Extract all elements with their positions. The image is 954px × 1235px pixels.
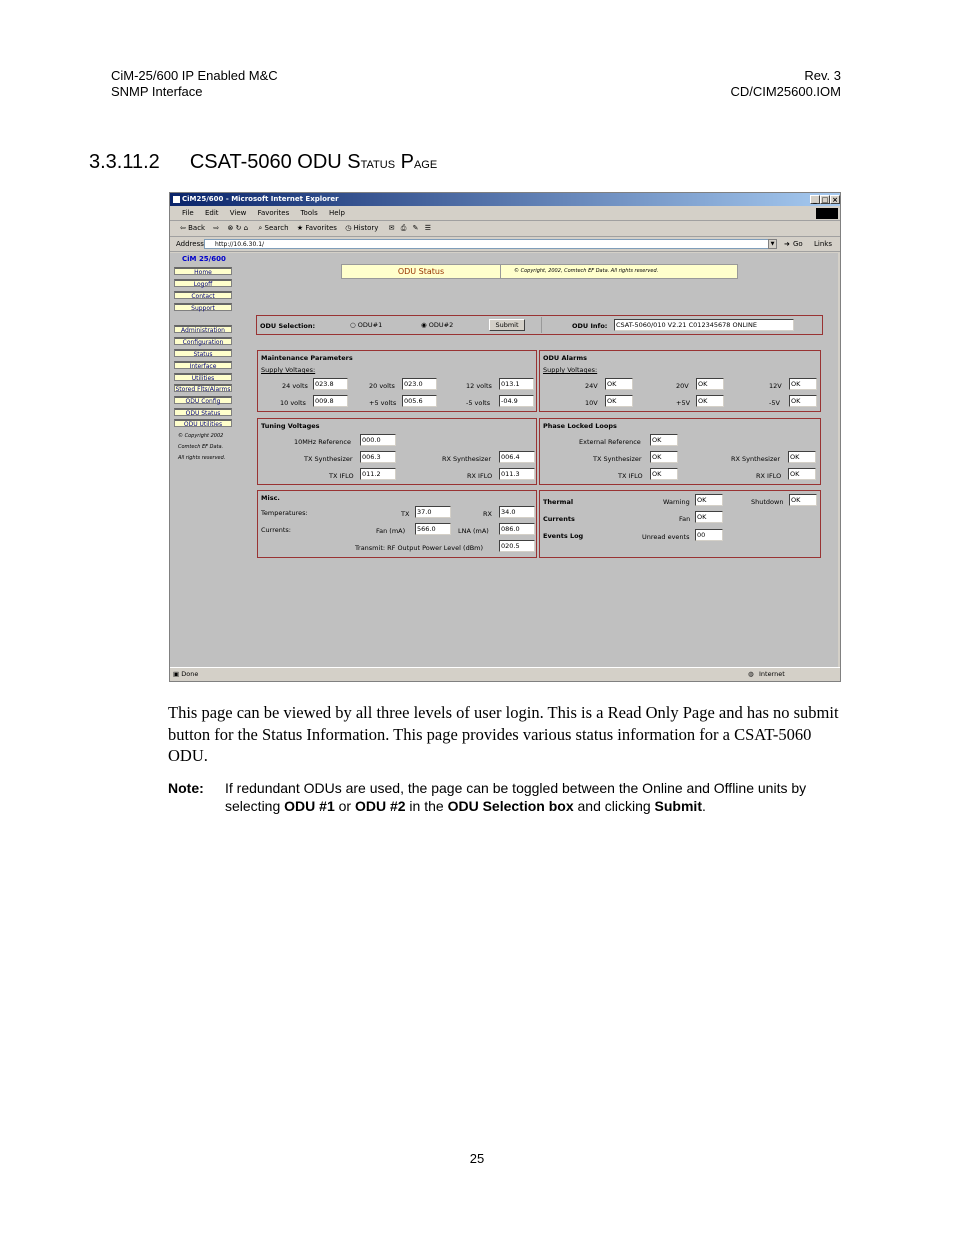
go-button[interactable]: Go: [793, 240, 803, 248]
a20-label: 20V: [676, 382, 689, 390]
misc-lna-field[interactable]: 086.0: [499, 523, 535, 535]
a12-label: 12V: [769, 382, 782, 390]
misc-tx-field[interactable]: 37.0: [415, 506, 451, 518]
pll-tx-label: TX Synthesizer: [593, 455, 642, 463]
thermal-currents-label: Currents: [543, 515, 575, 523]
page-header-strip: [341, 264, 738, 279]
pll-txiflo-label: TX IFLO: [618, 472, 643, 480]
menu-edit[interactable]: Edit: [204, 209, 219, 217]
back-button[interactable]: Back: [188, 224, 206, 232]
shutdown-field[interactable]: OK: [789, 494, 817, 506]
odu-status-screenshot: [169, 192, 841, 682]
tuning-ref-label: 10MHz Reference: [294, 438, 351, 446]
v10-label: 10 volts: [280, 399, 306, 407]
misc-currents-label: Currents:: [261, 526, 291, 534]
v24-field[interactable]: 023.8: [313, 378, 348, 390]
section-title-part1: CSAT-5060 ODU S: [189, 151, 361, 173]
misc-temps-label: Temperatures:: [261, 509, 308, 517]
maintenance-panel: [257, 350, 537, 412]
links-button[interactable]: Links: [814, 240, 832, 248]
maintenance-supply-label: Supply Voltages:: [261, 366, 316, 374]
maintenance-title: Maintenance Parameters: [261, 354, 353, 362]
maximize-icon[interactable]: □: [821, 196, 829, 204]
nav-stored-flts-alarms[interactable]: Stored Flts/Alarms: [175, 386, 231, 393]
odu2-radio[interactable]: [421, 321, 453, 329]
pll-ext-label: External Reference: [579, 438, 641, 446]
vp5-field[interactable]: 005.6: [402, 395, 437, 407]
note-b1: ODU #1: [284, 797, 335, 814]
ap5-field[interactable]: OK: [696, 395, 724, 407]
nav-odu-utilities[interactable]: ODU Utilities: [174, 419, 232, 427]
page-done-icon: ▣: [173, 670, 180, 678]
v20-field[interactable]: 023.0: [402, 378, 437, 390]
note-t3: in the: [405, 797, 448, 814]
note-t4: and clicking: [573, 797, 655, 814]
close-icon[interactable]: ×: [830, 195, 840, 204]
tuning-panel: [257, 418, 537, 485]
odu1-radio[interactable]: [350, 321, 382, 329]
nav-brand: CiM 25/600: [182, 255, 226, 263]
doc-header-right: [730, 68, 841, 100]
favorites-icon[interactable]: ★: [296, 224, 304, 232]
events-log-label: Events Log: [543, 532, 584, 540]
note-t5: .: [702, 797, 706, 814]
note-label-text: Note:: [168, 780, 204, 796]
history-icon[interactable]: ◷: [345, 224, 352, 232]
pll-rxiflo-field[interactable]: OK: [788, 468, 816, 480]
browser-statusbar: [170, 667, 840, 682]
nav-odu-status[interactable]: ODU Status: [174, 408, 232, 416]
tuning-tx-field[interactable]: 006.3: [360, 451, 396, 463]
pll-ext-field[interactable]: OK: [650, 434, 678, 446]
note-t1: If redundant ODUs are used, the page can be toggled between the Online and Offline units by selecting: [225, 780, 807, 814]
warning-field[interactable]: OK: [695, 494, 723, 506]
ap5-label: +5V: [676, 399, 691, 407]
window-title: CiM25/600 - Microsoft Internet Explorer: [182, 195, 339, 203]
misc-rx-label: RX: [483, 510, 492, 518]
history-button[interactable]: History: [353, 224, 379, 232]
section-heading: [89, 151, 437, 174]
menu-favorites[interactable]: Favorites: [257, 209, 290, 217]
search-icon[interactable]: ⌕: [258, 224, 263, 232]
note-b3: ODU Selection box: [447, 797, 574, 814]
unread-events-label: Unread events: [642, 533, 690, 541]
home-icon[interactable]: ⌂: [243, 224, 249, 232]
status-done: Done: [181, 670, 199, 678]
tuning-rx-label: RX Synthesizer: [442, 455, 492, 463]
tuning-rx-field[interactable]: 006.4: [499, 451, 535, 463]
section-number: 3.3.11.2: [89, 151, 160, 173]
note-text: [225, 780, 825, 815]
doc-header-left: [111, 68, 278, 100]
tuning-txiflo-label: TX IFLO: [329, 472, 354, 480]
pll-rx-label: RX Synthesizer: [731, 455, 781, 463]
globe-icon: ◍: [748, 670, 754, 678]
mail-icon[interactable]: ✉: [388, 224, 395, 232]
misc-title: Misc.: [261, 494, 280, 502]
menu-tools[interactable]: Tools: [300, 209, 318, 217]
pll-tx-field[interactable]: OK: [650, 451, 678, 463]
pll-title: Phase Locked Loops: [543, 422, 617, 430]
page-header-copyright: © Copyright, 2002, Comtech EF Data. All rights reserved.: [514, 268, 659, 274]
window-titlebar: [170, 193, 840, 206]
odu2-label: ODU#2: [428, 321, 454, 329]
v12-label: 12 volts: [466, 382, 492, 390]
odu-info-label: ODU Info:: [572, 322, 608, 330]
misc-panel: [257, 490, 537, 558]
odu-info-field[interactable]: CSAT-5060/010 V2.21 C012345678 ONLINE: [614, 319, 794, 331]
note-label: [168, 780, 204, 798]
am5-label: -5V: [769, 399, 780, 407]
page-number: 25: [469, 1151, 485, 1166]
nav-configuration[interactable]: Configuration: [174, 337, 232, 345]
a12-field[interactable]: OK: [789, 378, 817, 390]
pll-panel: [539, 418, 821, 485]
v24-label: 24 volts: [282, 382, 308, 390]
page-content: [170, 253, 838, 667]
nav-odu-config[interactable]: ODU Config: [174, 396, 232, 404]
a20-field[interactable]: OK: [696, 378, 724, 390]
nav-copyright-line2: Comtech EF Data.: [178, 444, 224, 450]
nav-contact[interactable]: Contact: [174, 291, 232, 299]
v20-label: 20 volts: [369, 382, 395, 390]
radio-empty-icon[interactable]: ○: [350, 321, 356, 329]
page-header-title: ODU Status: [342, 265, 501, 278]
nav-copyright-line3: All rights reserved.: [178, 455, 226, 461]
misc-rx-field[interactable]: 34.0: [499, 506, 535, 518]
tuning-rxiflo-label: RX IFLO: [467, 472, 493, 480]
a24-label: 24V: [585, 382, 598, 390]
tuning-tx-label: TX Synthesizer: [304, 455, 353, 463]
address-label: Address: [176, 240, 204, 248]
nav-interface[interactable]: Interface: [174, 361, 232, 369]
menu-view[interactable]: View: [229, 209, 247, 217]
unread-events-field[interactable]: 00: [695, 529, 723, 541]
am5-field[interactable]: OK: [789, 395, 817, 407]
pll-rxiflo-label: RX IFLO: [756, 472, 782, 480]
vp5-label: +5 volts: [369, 399, 397, 407]
note-b2: ODU #2: [354, 797, 406, 814]
radio-selected-icon[interactable]: ◉: [421, 321, 427, 329]
misc-fan-field[interactable]: 566.0: [415, 523, 451, 535]
minimize-icon[interactable]: _: [810, 195, 820, 204]
nav-logoff[interactable]: Logoff: [174, 279, 232, 287]
a10-label: 10V: [585, 399, 598, 407]
stop-icon[interactable]: ⊗: [227, 224, 234, 232]
nav-status[interactable]: Status: [174, 349, 232, 357]
ie-icon: [173, 196, 180, 203]
thermal-fan-field[interactable]: OK: [695, 511, 723, 523]
dropdown-arrow-icon[interactable]: ▼: [768, 239, 777, 249]
thermal-label: Thermal: [543, 498, 574, 506]
vm5-field[interactable]: -04.9: [499, 395, 534, 407]
address-bar: [170, 237, 841, 252]
back-arrow-icon[interactable]: ⇦: [180, 224, 186, 232]
body-paragraph: This page can be viewed by all three levels of user login. This is a Read Only Page and has no submit button for the Status Information. This page provides various status information for a CSAT-5060 ODU.: [168, 703, 839, 765]
thermal-panel: [539, 490, 821, 558]
nav-administration[interactable]: Administration: [174, 325, 232, 333]
pll-txiflo-field[interactable]: OK: [650, 468, 678, 480]
windows-logo-icon: [816, 208, 838, 219]
misc-tx-label: TX: [401, 510, 410, 518]
misc-rf-field[interactable]: 020.5: [499, 540, 535, 552]
nav-support[interactable]: Support: [174, 303, 232, 311]
doc-product-title: CiM-25/600 IP Enabled M&C: [111, 68, 278, 83]
tuning-ref-field[interactable]: 000.0: [360, 434, 396, 446]
forward-arrow-icon[interactable]: ⇨: [213, 224, 220, 232]
section-title-part3: P: [395, 151, 414, 173]
v12-field[interactable]: 013.1: [499, 378, 534, 390]
a24-field[interactable]: OK: [605, 378, 633, 390]
pll-rx-field[interactable]: OK: [788, 451, 816, 463]
thermal-fan-label: Fan: [679, 515, 691, 523]
alarms-title: ODU Alarms: [543, 354, 587, 362]
tuning-title: Tuning Voltages: [261, 422, 320, 430]
address-input[interactable]: http://10.6.30.1/: [204, 239, 777, 249]
shutdown-label: Shutdown: [751, 498, 784, 506]
tuning-rxiflo-field[interactable]: 011.3: [499, 468, 535, 480]
note-b4: Submit: [654, 797, 702, 814]
go-arrow-icon[interactable]: ➜: [784, 240, 790, 248]
nav-copyright: [178, 431, 225, 464]
section-title-part4: age: [413, 155, 438, 172]
favorites-button[interactable]: Favorites: [305, 224, 337, 232]
misc-rf-label: Transmit: RF Output Power Level (dBm): [355, 544, 484, 552]
odu1-label: ODU#1: [357, 321, 383, 329]
odu-selection-panel: [256, 315, 823, 335]
tuning-txiflo-field[interactable]: 011.2: [360, 468, 396, 480]
doc-product-subtitle: SNMP Interface: [111, 84, 203, 99]
odu-selection-label: ODU Selection:: [260, 322, 316, 330]
doc-number: CD/CIM25600.IOM: [730, 84, 841, 99]
refresh-icon[interactable]: ↻: [235, 224, 242, 232]
menu-file[interactable]: File: [182, 209, 194, 217]
v10-field[interactable]: 009.8: [313, 395, 348, 407]
menu-bar: [170, 207, 841, 221]
a10-field[interactable]: OK: [605, 395, 633, 407]
toolbar: [170, 221, 841, 237]
submit-button[interactable]: Submit: [489, 319, 525, 331]
section-title-part2: tatus: [360, 155, 396, 172]
vm5-label: -5 volts: [466, 399, 491, 407]
discuss-icon[interactable]: ☰: [424, 224, 432, 232]
note-t2: or: [334, 797, 355, 814]
nav-home[interactable]: Home: [174, 267, 232, 275]
nav-utilities[interactable]: Utilities: [174, 373, 232, 381]
menu-help[interactable]: Help: [328, 209, 345, 217]
print-icon[interactable]: ⎙: [400, 224, 407, 232]
status-zone: Internet: [759, 670, 785, 678]
warning-label: Warning: [663, 498, 690, 506]
misc-lna-label: LNA (mA): [458, 527, 489, 535]
edit-icon[interactable]: ✎: [412, 224, 419, 232]
odu-alarms-panel: [539, 350, 821, 412]
nav-copyright-line1: © Copyright 2002: [178, 433, 224, 439]
alarms-supply-label: Supply Voltages:: [543, 366, 598, 374]
search-button[interactable]: Search: [264, 224, 289, 232]
doc-revision: Rev. 3: [804, 68, 841, 83]
odu-info-area: [541, 317, 822, 333]
misc-fan-label: Fan (mA): [376, 527, 406, 535]
